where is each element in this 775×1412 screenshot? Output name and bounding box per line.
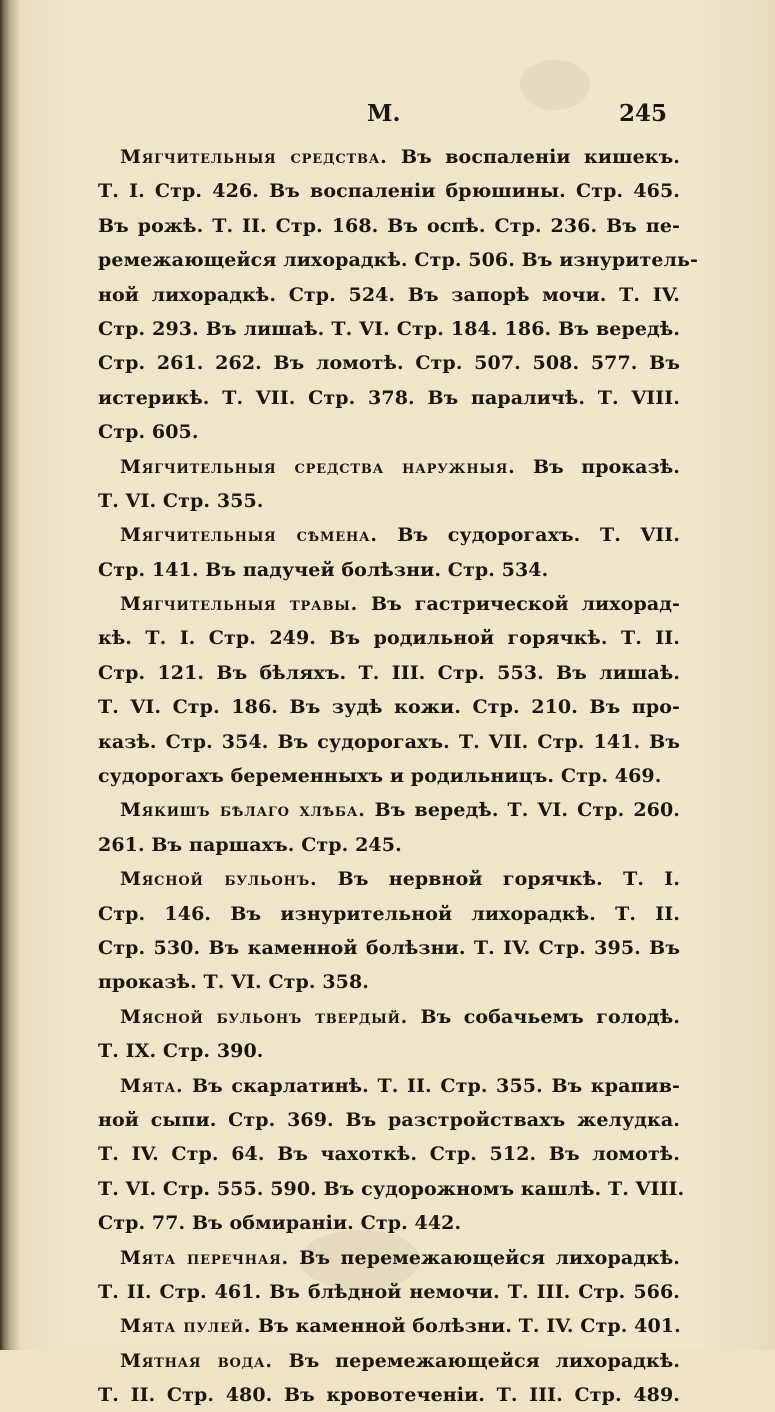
text-line: [98, 209, 680, 243]
text-line: [98, 1000, 680, 1034]
entry-headword: Мягчительныя средства наружныя.: [120, 455, 516, 478]
entry-text: Т. VI. Стр. 555. 590. Въ судорожномъ кашлѣ. Т. VIII.: [98, 1177, 685, 1200]
text-line: [98, 931, 680, 965]
text-line: [98, 243, 699, 277]
entry-text: Въ перемежающейся лихорадкѣ.: [288, 1246, 680, 1269]
entry-text: Въ перемежающейся лихорадкѣ.: [272, 1349, 681, 1372]
entry-headword: Мята пулей.: [120, 1315, 252, 1338]
entry-text: истерикѣ. Т. VII. Стр. 378. Въ параличѣ. Т. VIII.: [98, 386, 680, 409]
entry-text: Т. VI. Стр. 355.: [98, 489, 264, 512]
text-line: [98, 1241, 680, 1275]
text-line: [98, 1275, 680, 1309]
entry-text: Въ гастрической лихорад-: [358, 593, 681, 616]
entry-headword: Мягчительныя травы.: [120, 593, 359, 616]
page-number: 245: [619, 100, 668, 127]
entry-text: Т. VI. Стр. 186. Въ зудѣ кожи. Стр. 210. Въ про-: [98, 696, 680, 719]
text-line: [98, 140, 680, 174]
text-line: [98, 1344, 680, 1378]
entry-text: 261. Въ паршахъ. Стр. 245.: [98, 833, 402, 856]
entry-text: Т. IV. Стр. 64. Въ чахоткѣ. Стр. 512. Въ ломотѣ.: [98, 1143, 680, 1166]
entry-text: Т. II. Стр. 480. Въ кровотеченіи. Т. III. Стр. 489.: [98, 1384, 680, 1407]
text-line: [98, 450, 680, 484]
section-letter: М.: [367, 100, 401, 127]
entry-text: ной сыпи. Стр. 369. Въ разстройствахъ желудка.: [98, 1108, 680, 1131]
text-line: [98, 1034, 680, 1068]
text-line: [98, 553, 680, 587]
entry-text: Стр. 530. Въ каменной болѣзни. Т. IV. Стр. 395. Въ: [98, 936, 680, 959]
entry-headword: Мятная вода.: [120, 1349, 273, 1372]
entry-text: Стр. 77. Въ обмираніи. Стр. 442.: [98, 1212, 462, 1235]
entry-text: Т. I. Стр. 426. Въ воспаленіи брюшины. Стр. 465.: [98, 180, 680, 203]
text-line: [98, 897, 680, 931]
entry-text: Т. IX. Стр. 390.: [98, 1040, 264, 1063]
text-line: [98, 828, 680, 862]
text-line: [98, 793, 680, 827]
entry-text: Стр. 261. 262. Въ ломотѣ. Стр. 507. 508. 577. Въ: [98, 352, 680, 375]
text-line: [98, 1309, 680, 1343]
text-line: [98, 621, 680, 655]
text-line: [98, 346, 680, 380]
entry-headword: Мякишъ бѣлаго хлѣба.: [120, 799, 366, 822]
text-line: [98, 381, 680, 415]
entry-text: Въ вередѣ. Т. VI. Стр. 260.: [365, 799, 680, 822]
entry-text: Стр. 605.: [98, 421, 199, 444]
text-line: [98, 415, 680, 449]
text-line: [98, 174, 680, 208]
text-line: [98, 1137, 680, 1171]
text-line: [98, 518, 680, 552]
text-line: [98, 862, 680, 896]
text-line: [98, 278, 680, 312]
text-line: [98, 484, 680, 518]
entry-text: Въ собачьемъ голодѣ.: [408, 1005, 680, 1028]
entry-text: проказѣ. Т. VI. Стр. 358.: [98, 971, 370, 994]
page-header: [0, 100, 775, 140]
text-line: [98, 965, 680, 999]
entry-text: казѣ. Стр. 354. Въ судорогахъ. Т. VII. Стр. 141. Въ: [98, 730, 680, 753]
entry-text: ремежающейся лихорадкѣ. Стр. 506. Въ изнуритель-: [98, 249, 699, 272]
entry-text: Въ каменной болѣзни. Т. IV. Стр. 401.: [251, 1315, 681, 1338]
entry-text: судорогахъ беременныхъ и родильницъ. Стр. 469.: [98, 765, 662, 788]
text-line: [98, 1069, 680, 1103]
text-line: [98, 1378, 680, 1412]
entry-text: Въ нервной горячкѣ. Т. I.: [317, 868, 680, 891]
entry-text: кѣ. Т. I. Стр. 249. Въ родильной горячкѣ. Т. II.: [98, 627, 680, 650]
entry-text: ной лихорадкѣ. Стр. 524. Въ запорѣ мочи. Т. IV.: [98, 283, 680, 306]
entry-text: Въ скарлатинѣ. Т. II. Стр. 355. Въ крапив-: [183, 1074, 680, 1097]
entry-text: Въ судорогахъ. Т. VII.: [377, 524, 680, 547]
entry-text: Стр. 293. Въ лишаѣ. Т. VI. Стр. 184. 186. Въ вередѣ.: [98, 317, 680, 340]
text-line: [98, 1206, 680, 1240]
entry-headword: Мясной бульонъ.: [120, 868, 318, 891]
entry-text: Стр. 141. Въ падучей болѣзни. Стр. 534.: [98, 558, 549, 581]
text-line: [98, 1103, 680, 1137]
text-line: [98, 312, 680, 346]
index-entries: [98, 140, 699, 1412]
entry-headword: Мята перечная.: [120, 1246, 289, 1269]
entry-headword: Мягчительныя средства.: [120, 146, 388, 168]
text-line: [98, 759, 680, 793]
text-line: [98, 587, 680, 621]
text-line: [98, 1172, 685, 1206]
entry-headword: Мягчительныя сѣмена.: [120, 524, 378, 547]
entry-headword: Мята.: [120, 1074, 184, 1097]
entry-headword: Мясной бульонъ твердый.: [120, 1005, 409, 1028]
text-line: [98, 725, 680, 759]
entry-text: Т. II. Стр. 461. Въ блѣдной немочи. Т. III. Стр. 566.: [98, 1280, 680, 1303]
entry-text: Въ воспаленіи кишекъ.: [387, 146, 680, 168]
book-spine: [0, 0, 20, 1350]
entry-text: Стр. 146. Въ изнурительной лихорадкѣ. Т. II.: [98, 902, 680, 925]
text-line: [98, 656, 680, 690]
entry-text: Въ проказѣ.: [515, 455, 680, 478]
entry-text: Въ рожѣ. Т. II. Стр. 168. Въ оспѣ. Стр. 236. Въ пе-: [98, 214, 680, 237]
entry-text: Стр. 121. Въ бѣляхъ. Т. III. Стр. 553. Въ лишаѣ.: [98, 661, 680, 684]
text-line: [98, 690, 680, 724]
